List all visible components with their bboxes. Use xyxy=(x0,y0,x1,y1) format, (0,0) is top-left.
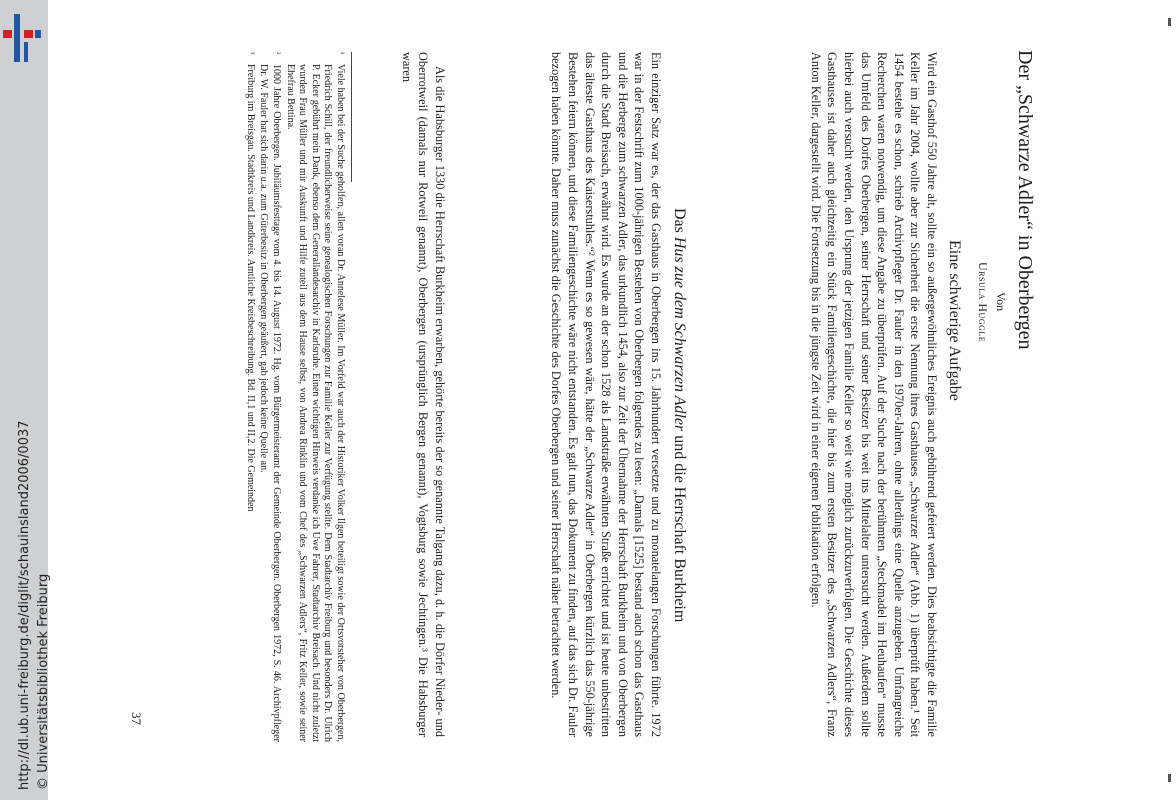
permalink-url[interactable]: http://dl.ub.uni-freiburg.de/diglit/schauinsland2006/0037 xyxy=(17,420,32,790)
paragraph-3: Als die Habsburger 1330 die Herrschaft Burkheim erwarben, gehörte bereits der so genannte Talgang dazu, d. h. die Dörfer Nieder- und Oberrotweil (damals nur Rotweil genannt), Oberbergen (ursprünglich Bergen genannt), Vogtsburg sowie Jechtingen.³ Die Habsburger waren xyxy=(399,52,447,737)
sidebar-citation xyxy=(17,420,58,790)
paragraph-1: Wird ein Gasthof 550 Jahre alt, sollte ein so außergewöhnliches Ereignis auch gebührend gefeiert werden. Dies beabsichtigte die Familie Keller im Jahr 2004, wollte aber zur Sicherheit die erste Nennung ihres Gasthauses „Schwarzer Adler“ (Abb. 1) überprüft haben.¹ Seit 1454 bestehe es schon, schrieb Archivpfleger Dr. Fauler in den 1970er-Jahren, ohne allerdings eine Quelle anzugeben. Umfangreiche Recherchen waren notwendig, um diese Angabe zu überprüfen. Auf der Suche nach der berühmten „Steckmadel im Heuhaufen“ musste das Umfeld des Dorfes Oberbergen, seiner Herrschaft und seiner Besitzer bis weit ins Mittelalter untersucht werden. Außerdem sollte hierbei auch versucht werden, den Ursprung der jetzigen Familie Keller so weit wie möglich zurückzuverfolgen. Die Geschichte dieses Gasthauses ist daher auch gleichzeitig ein Stück Familiengeschichte, die hier bis zum ersten Besitzer des „Schwarzen Adlers“, Franz Anton Keller, dargestellt wird. Die Fortsetzung bis in die jüngste Zeit wird in einer eigenen Publikation erfolgen. xyxy=(808,52,939,737)
heading-2-prefix: Das xyxy=(671,208,688,237)
byline-von: Von xyxy=(994,292,1008,312)
footnote-number: ² xyxy=(273,52,283,55)
copyright-notice: © Universitätsbibliothek Freiburg xyxy=(36,573,51,790)
footnote-text: 1000 Jahre Oberbergen. Jubiläumsfesttage vom 4. bis 14. August 1972. Hg. vom Bürgermeisteramt der Gemeinde Oberbergen. Oberbergen 1972, S. 46. Archivpfleger Dr. W. Fauler hat sich darin u.a. zum Güterbesitz in Oberbergen geäußert, gab jedoch keine Quelle an. xyxy=(258,64,283,742)
footnote xyxy=(283,52,346,742)
section-heading-1: Eine schwierige Aufgabe xyxy=(946,240,963,401)
page-number: 37 xyxy=(129,712,144,725)
footnote-number: ¹ xyxy=(337,52,346,55)
section-heading-2 xyxy=(670,208,688,622)
footnote-text: Freiburg im Breisgau. Stadtkreis und Landkreis. Amtliche Kreisbeschreibung. Bd. II,1 und II,2. Die Gemeinden xyxy=(244,64,256,512)
footnote-text: Viele haben bei der Suche geholfen, allen voran Dr. Annelese Müller. Im Vorfeld war auch der Historiker Volker Ilgen beteiligt sowie der Ortsvorsteher von Oberbergen, Friedrich Schill, der freundlicherweise seine genealogischen Forschungen zur Familie Keller zur Verfügung stellte. Dem Stadtarchiv Freiburg und besonders Dr. Ulrich P. Ecker gebührt mein Dank, ebenso dem Generallandesarchiv in Karlsruhe. Einen wichtigen Hinweis verdanke ich Uwe Fahrer, Stadtarchiv Breisach. Und nicht zuletzt wurden Frau Müller und mir Auskunft und Hilfe zuteil aus dem Hause selbst, von Andrea Rinklin und vom Chef des „Schwarzen Adlers“, Fritz Keller, sowie seiner Ehefrau Bettina. xyxy=(284,64,346,742)
paragraph-2: Ein einziger Satz war es, der das Gasthaus in Oberbergen ins 15. Jahrhundert versetzte und zu monatelangen Forschungen führte. 1972 war in der Festschrift zum 1000-jährigen Bestehen von Oberbergen folgendes zu lesen: „Damals [1525] bestand auch schon das Gasthaus und die Herberge zum schwarzen Adler, das urkundlich 1454, also zur Zeit der Übernahme der Herrschaft Burkheim und von Oberbergen durch die Stadt Breisach, erwähnt wird. Es wurde an der schon 1528 als Landstraße erwähnten Straße errichtet und ist heute unbestritten das älteste Gasthaus des Kaiserstuhles.“² Wenn es so gewesen wäre, hätte der „Schwarze Adler“ in Oberbergen kürzlich das 550-jährige Bestehen feiern können, und diese Familiengeschichte wäre nicht entstanden. Es galt nun, das Dokument zu finden, auf das sich Dr. Fauler bezogen haben könnte. Daher muss zunächst die Geschichte des Dorfes Oberbergen und seiner Herrschaft näher betrachtet werden. xyxy=(549,52,663,737)
footnote-number: ³ xyxy=(246,52,256,55)
footnote-divider xyxy=(351,52,352,182)
footnote xyxy=(257,52,282,742)
footnote xyxy=(243,52,256,742)
article-title: Der „Schwarze Adler“ in Oberbergen xyxy=(1014,50,1036,350)
article-author: Ursula Huggle xyxy=(976,262,990,343)
footnotes xyxy=(242,52,346,742)
heading-2-suffix: und die Herrschaft Burkheim xyxy=(671,431,688,623)
scanned-page xyxy=(66,12,1176,782)
ub-freiburg-logo-icon xyxy=(0,8,48,68)
heading-2-italic: Hus zue dem Schwarzen Adler xyxy=(671,236,688,432)
viewer-sidebar xyxy=(0,0,51,800)
